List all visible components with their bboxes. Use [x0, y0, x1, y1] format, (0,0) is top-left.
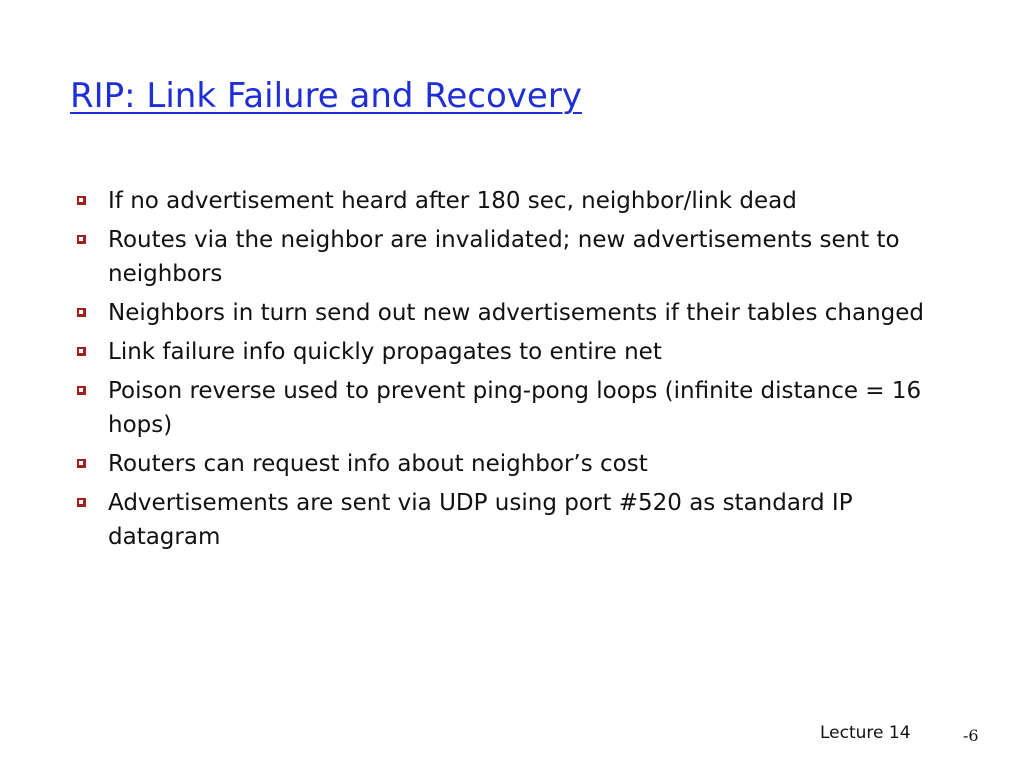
- bullet-item: [70, 296, 950, 330]
- bullet-text: Neighbors in turn send out new advertisements if their tables changed: [108, 300, 924, 326]
- hollow-square-icon: [77, 196, 86, 205]
- hollow-square-icon: [77, 459, 86, 468]
- bullet-item: [70, 486, 950, 554]
- bullet-list: [70, 184, 950, 559]
- bullet-text: Routes via the neighbor are invalidated; new advertisements sent to neighbors: [108, 227, 900, 287]
- bullet-item: [70, 223, 950, 291]
- bullet-item: [70, 335, 950, 369]
- bullet-text: Poison reverse used to prevent ping-pong loops (infinite distance = 16 hops): [108, 378, 922, 438]
- hollow-square-icon: [77, 386, 86, 395]
- bullet-item: [70, 374, 950, 442]
- bullet-text: If no advertisement heard after 180 sec, neighbor/link dead: [108, 188, 797, 214]
- hollow-square-icon: [77, 235, 86, 244]
- footer-lecture-label: Lecture 14: [820, 723, 911, 743]
- slide-title: RIP: Link Failure and Recovery: [70, 76, 582, 116]
- bullet-text: Routers can request info about neighbor’s cost: [108, 451, 648, 477]
- bullet-item: [70, 447, 950, 481]
- bullet-text: Advertisements are sent via UDP using port #520 as standard IP datagram: [108, 490, 853, 550]
- footer-page-number: -6: [963, 726, 979, 745]
- hollow-square-icon: [77, 347, 86, 356]
- hollow-square-icon: [77, 498, 86, 507]
- hollow-square-icon: [77, 308, 86, 317]
- bullet-item: [70, 184, 950, 218]
- bullet-text: Link failure info quickly propagates to entire net: [108, 339, 662, 365]
